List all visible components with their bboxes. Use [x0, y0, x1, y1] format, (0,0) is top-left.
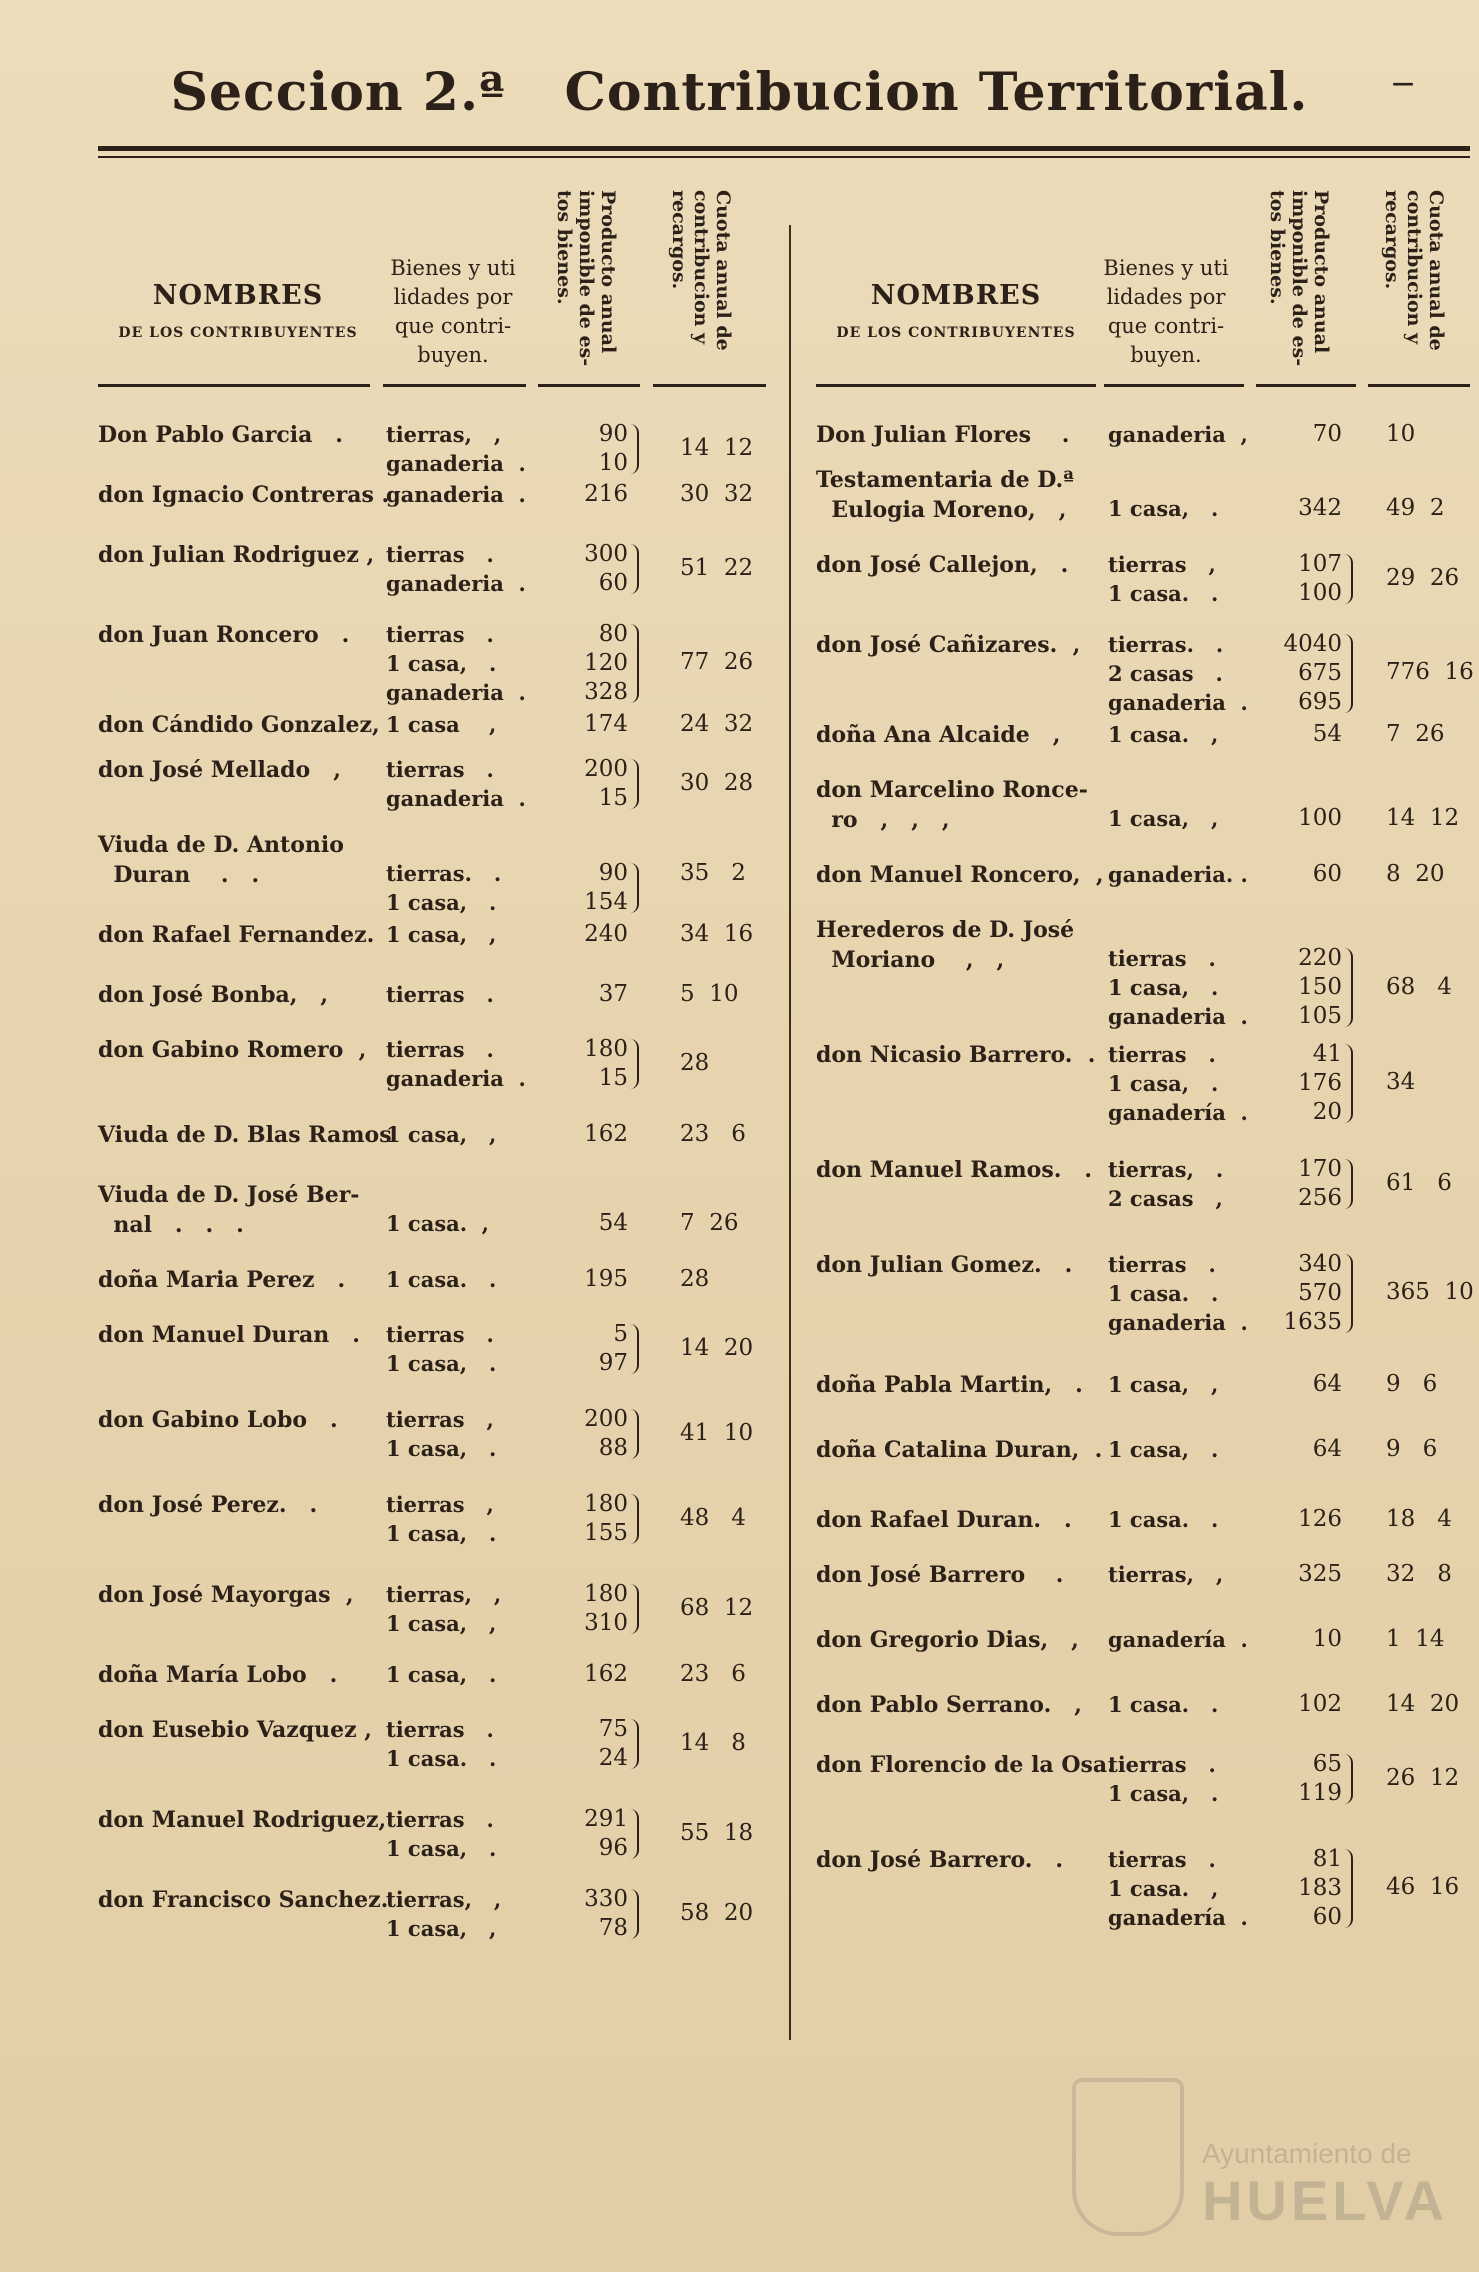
producto-value: 60 — [1312, 861, 1342, 887]
producto-value: 310 — [584, 1610, 628, 1636]
contributor-name: doña Pabla Martin, . — [816, 1372, 1083, 1398]
cuota-value: 7 26 — [1386, 721, 1445, 747]
bienes-entry: tierras, , — [1108, 1562, 1224, 1587]
section-title: Contribucion Territorial. — [564, 62, 1309, 123]
producto-value: 180 — [584, 1036, 628, 1062]
header-bienes-right: Bienes y uti lidades por que contri- buyen. — [1103, 256, 1229, 367]
brace-mark — [630, 1719, 639, 1769]
bienes-entry: 1 casa , — [386, 712, 497, 737]
bienes-entry: ganaderia . — [386, 451, 526, 476]
producto-value: 340 — [1298, 1251, 1342, 1277]
producto-value: 96 — [598, 1835, 628, 1861]
bienes-entry: 1 casa, , — [386, 1122, 497, 1147]
producto-value: 176 — [1298, 1070, 1342, 1096]
bienes-entry: 1 casa. . — [1108, 1692, 1219, 1717]
contributor-name: don Rafael Fernandez. — [98, 922, 375, 948]
bienes-entry: tierras. . — [1108, 632, 1224, 657]
bienes-entry: tierras . — [1108, 1042, 1216, 1067]
bienes-entry: ganadería . — [1108, 1100, 1248, 1125]
cuota-value: 46 16 — [1386, 1874, 1460, 1900]
cuota-value: 7 26 — [680, 1210, 739, 1236]
contributor-name: doña Maria Perez . — [98, 1267, 346, 1293]
header-names — [98, 280, 378, 341]
bienes-entry: 1 casa, . — [386, 1436, 497, 1461]
header-names-small-right: DE LOS CONTRIBUYENTES — [836, 325, 1076, 341]
producto-value: 256 — [1298, 1185, 1342, 1211]
cuota-value: 10 — [1386, 421, 1416, 447]
producto-value: 200 — [584, 1406, 628, 1432]
header-rule-names — [98, 384, 370, 387]
contributor-name: don José Mayorgas , — [98, 1582, 354, 1608]
producto-value: 291 — [584, 1806, 628, 1832]
producto-value: 10 — [598, 450, 628, 476]
bienes-entry: tierras, , — [386, 422, 502, 447]
cuota-value: 28 — [680, 1266, 710, 1292]
cuota-value: 41 10 — [680, 1420, 754, 1446]
header-rule-names-right — [816, 384, 1096, 387]
bienes-entry: 1 casa, . — [1108, 1437, 1219, 1462]
contributor-name: Viuda de D. Antonio Duran . . — [98, 832, 344, 888]
bienes-entry: 1 casa, , — [386, 1611, 497, 1636]
producto-value: 54 — [598, 1210, 628, 1236]
brace-mark — [1344, 1044, 1353, 1123]
left-table — [98, 170, 766, 1941]
producto-value: 20 — [1312, 1099, 1342, 1125]
producto-value: 155 — [584, 1520, 628, 1546]
contributor-name: doña María Lobo . — [98, 1662, 338, 1688]
cuota-value: 30 32 — [680, 481, 754, 507]
cuota-value: 26 12 — [1386, 1765, 1460, 1791]
bienes-entry: tierras . — [386, 1322, 494, 1347]
cuota-value: 776 16 — [1386, 659, 1474, 685]
producto-value: 88 — [598, 1435, 628, 1461]
header-names-big: NOMBRES — [152, 280, 324, 311]
bienes-entry: ganadería . — [1108, 1627, 1248, 1652]
bienes-entry: tierras . — [386, 1037, 494, 1062]
producto-value: 154 — [584, 889, 628, 915]
bienes-entry: 1 casa, . — [386, 1351, 497, 1376]
producto-value: 220 — [1298, 945, 1342, 971]
brace-mark — [630, 624, 639, 703]
bienes-entry: ganaderia. . — [1108, 862, 1248, 887]
header-rule-bienes — [383, 384, 526, 387]
bienes-entry: 1 casa, , — [1108, 806, 1219, 831]
contributor-name: Herederos de D. José Moriano , , — [816, 917, 1075, 973]
contributor-name: don Gabino Romero , — [98, 1037, 367, 1063]
contributor-name: don Manuel Ramos. . — [816, 1157, 1092, 1183]
bienes-entry: 1 casa. . — [1108, 581, 1219, 606]
bienes-entry: 1 casa, . — [386, 1662, 497, 1687]
bienes-entry: tierras . — [386, 1717, 494, 1742]
bienes-entry: tierras . — [386, 982, 494, 1007]
cuota-value: 23 6 — [680, 1121, 746, 1147]
producto-value: 126 — [1298, 1506, 1342, 1532]
brace-mark — [1344, 1254, 1353, 1333]
bienes-entry: ganaderia . — [386, 482, 526, 507]
producto-value: 330 — [584, 1886, 628, 1912]
bienes-entry: 1 casa, , — [386, 922, 497, 947]
producto-value: 5 — [613, 1321, 628, 1347]
bienes-entry: ganaderia . — [386, 571, 526, 596]
bienes-entry: 1 casa, , — [1108, 1372, 1219, 1397]
contributor-name: don José Bonba, , — [98, 982, 329, 1008]
contributor-name: doña Ana Alcaide , — [816, 722, 1061, 748]
contributor-name: don José Cañizares. , — [816, 632, 1081, 658]
cuota-value: 32 8 — [1386, 1561, 1452, 1587]
bienes-entry: tierras , — [386, 1407, 494, 1432]
brace-mark — [1344, 1849, 1353, 1928]
contributor-name: don Gabino Lobo . — [98, 1407, 338, 1433]
contributor-name: don Francisco Sanchez. — [98, 1887, 389, 1913]
producto-value: 150 — [1298, 974, 1342, 1000]
bienes-entry: 1 casa, . — [1108, 975, 1219, 1000]
contributor-name: don Manuel Roncero, , — [816, 862, 1104, 888]
producto-value: 100 — [1298, 580, 1342, 606]
brace-mark — [630, 1409, 639, 1459]
cuota-value: 365 10 — [1386, 1279, 1474, 1305]
cuota-value: 8 20 — [1386, 861, 1445, 887]
producto-value: 325 — [1298, 1561, 1342, 1587]
producto-value: 64 — [1312, 1371, 1342, 1397]
bienes-entry: tierras, . — [1108, 1157, 1224, 1182]
bienes-entry: 1 casa. . — [1108, 1281, 1219, 1306]
bienes-entry: tierras . — [1108, 1847, 1216, 1872]
brace-mark — [630, 1324, 639, 1374]
contributor-name: don Nicasio Barrero. . — [816, 1042, 1096, 1068]
producto-value: 695 — [1298, 689, 1342, 715]
bienes-entry: tierras . — [386, 1807, 494, 1832]
bienes-entry: 2 casas . — [1108, 661, 1223, 686]
bienes-entry: ganaderia . — [386, 680, 526, 705]
producto-value: 180 — [584, 1581, 628, 1607]
producto-value: 119 — [1298, 1780, 1342, 1806]
table-header-right — [816, 170, 1470, 380]
header-names-big-right: NOMBRES — [870, 280, 1042, 311]
cuota-value: 30 28 — [680, 770, 754, 796]
bienes-entry: tierras . — [386, 542, 494, 567]
producto-value: 4040 — [1283, 631, 1342, 657]
crest-icon — [1072, 2078, 1184, 2236]
producto-value: 80 — [598, 621, 628, 647]
cuota-value: 14 20 — [680, 1335, 754, 1361]
watermark-logo — [1062, 2068, 1462, 2258]
cuota-value: 49 2 — [1386, 495, 1445, 521]
bienes-entry: tierras , — [1108, 552, 1216, 577]
producto-value: 75 — [598, 1716, 628, 1742]
producto-value: 90 — [598, 860, 628, 886]
cuota-value: 48 4 — [680, 1505, 746, 1531]
producto-value: 216 — [584, 481, 628, 507]
bienes-entry: tierras, , — [386, 1582, 502, 1607]
contributor-name: Don Julian Flores . — [816, 422, 1070, 448]
bienes-entry: ganaderia . — [1108, 1004, 1248, 1029]
header-rule-cuota-right — [1368, 384, 1470, 387]
contributor-name: don José Mellado , — [98, 757, 341, 783]
contributor-name: don Cándido Gonzalez, — [98, 712, 380, 738]
producto-value: 60 — [1312, 1904, 1342, 1930]
contributor-name: don Marcelino Ronce- ro , , , — [816, 777, 1088, 833]
header-rule-cuota — [653, 384, 766, 387]
contributor-name: don José Barrero . — [816, 1562, 1064, 1588]
cuota-value: 34 — [1386, 1069, 1416, 1095]
brace-mark — [630, 1584, 639, 1634]
producto-value: 107 — [1298, 551, 1342, 577]
bienes-entry: 1 casa, . — [1108, 496, 1219, 521]
brace-mark — [630, 1494, 639, 1544]
contributor-name: don Gregorio Dias, , — [816, 1627, 1079, 1653]
page-title — [0, 62, 1479, 123]
header-rule-producto-right — [1256, 384, 1356, 387]
bienes-entry: 1 casa, . — [386, 1836, 497, 1861]
cuota-value: 14 20 — [1386, 1691, 1460, 1717]
bienes-entry: ganaderia , — [1108, 422, 1248, 447]
brace-mark — [630, 759, 639, 809]
header-rule-producto — [538, 384, 640, 387]
brace-mark — [1344, 1754, 1353, 1804]
producto-value: 102 — [1298, 1691, 1342, 1717]
contributor-name: don Pablo Serrano. , — [816, 1692, 1082, 1718]
cuota-value: 58 20 — [680, 1900, 754, 1926]
producto-value: 195 — [584, 1266, 628, 1292]
producto-value: 100 — [1298, 805, 1342, 831]
bienes-entry: ganaderia . — [1108, 1310, 1248, 1335]
header-names-small: DE LOS CONTRIBUYENTES — [118, 325, 358, 341]
cuota-value: 9 6 — [1386, 1436, 1438, 1462]
contributor-name: don Eusebio Vazquez , — [98, 1717, 372, 1743]
brace-mark — [1344, 554, 1353, 604]
contributor-name: don Rafael Duran. . — [816, 1507, 1072, 1533]
column-divider — [789, 225, 791, 2040]
header-cuota: Cuota anual de contribucion y recargos. — [668, 190, 734, 351]
producto-value: 41 — [1312, 1041, 1342, 1067]
contributor-name: don Juan Roncero . — [98, 622, 350, 648]
producto-value: 24 — [598, 1745, 628, 1771]
producto-value: 97 — [598, 1350, 628, 1376]
cuota-value: 14 8 — [680, 1730, 746, 1756]
producto-value: 675 — [1298, 660, 1342, 686]
cuota-value: 68 4 — [1386, 974, 1452, 1000]
cuota-value: 14 12 — [1386, 805, 1460, 831]
bienes-entry: 1 casa. . — [1108, 1507, 1219, 1532]
bienes-entry: tierras . — [1108, 1752, 1216, 1777]
brace-mark — [1344, 634, 1353, 713]
header-rule-thin — [98, 156, 1470, 158]
contributor-name: don Manuel Rodriguez, — [98, 1807, 387, 1833]
bienes-entry: ganaderia . — [386, 1066, 526, 1091]
header-bienes: Bienes y uti lidades por que contri- buyen. — [390, 256, 516, 367]
bienes-entry: tierras . — [1108, 946, 1216, 971]
cuota-value: 35 2 — [680, 860, 746, 886]
bienes-entry: 1 casa, . — [1108, 1781, 1219, 1806]
cuota-value: 77 26 — [680, 649, 754, 675]
watermark-line2: HUELVA — [1202, 2169, 1448, 2232]
bienes-entry: 1 casa. , — [1108, 1876, 1219, 1901]
producto-value: 162 — [584, 1661, 628, 1687]
bienes-entry: 1 casa. . — [386, 1746, 497, 1771]
producto-value: 174 — [584, 711, 628, 737]
bienes-entry: 1 casa, . — [386, 890, 497, 915]
cuota-value: 9 6 — [1386, 1371, 1438, 1397]
contributor-name: Don Pablo Garcia . — [98, 422, 343, 448]
producto-value: 200 — [584, 756, 628, 782]
cuota-value: 29 26 — [1386, 565, 1460, 591]
contributor-name: Testamentaria de D.ª Eulogia Moreno, , — [816, 467, 1074, 523]
cuota-value: 14 12 — [680, 435, 754, 461]
producto-value: 180 — [584, 1491, 628, 1517]
producto-value: 342 — [1298, 495, 1342, 521]
cuota-value: 5 10 — [680, 981, 739, 1007]
cuota-value: 18 4 — [1386, 1506, 1452, 1532]
bienes-entry: tierras . — [386, 622, 494, 647]
bienes-entry: ganadería . — [1108, 1905, 1248, 1930]
contributor-name: don Manuel Duran . — [98, 1322, 360, 1348]
cuota-value: 51 22 — [680, 555, 754, 581]
producto-value: 570 — [1298, 1280, 1342, 1306]
contributor-name: don Julian Gomez. . — [816, 1252, 1073, 1278]
bienes-entry: 1 casa, . — [1108, 1071, 1219, 1096]
brace-mark — [630, 544, 639, 594]
producto-value: 183 — [1298, 1875, 1342, 1901]
producto-value: 70 — [1312, 421, 1342, 447]
contributor-name: don Florencio de la Osa. — [816, 1752, 1115, 1778]
producto-value: 10 — [1312, 1626, 1342, 1652]
producto-value: 120 — [584, 650, 628, 676]
bienes-entry: tierras. . — [386, 861, 502, 886]
producto-value: 90 — [598, 421, 628, 447]
corner-mark: — — [1392, 70, 1414, 96]
producto-value: 162 — [584, 1121, 628, 1147]
producto-value: 15 — [598, 785, 628, 811]
cuota-value: 34 16 — [680, 921, 754, 947]
contributor-name: Viuda de D. José Ber- nal . . . — [98, 1182, 360, 1238]
contributor-name: don Ignacio Contreras . — [98, 482, 390, 508]
bienes-entry: 1 casa. . — [386, 1267, 497, 1292]
brace-mark — [630, 863, 639, 913]
producto-value: 65 — [1312, 1751, 1342, 1777]
bienes-entry: tierras , — [386, 1492, 494, 1517]
cuota-value: 68 12 — [680, 1595, 754, 1621]
brace-mark — [630, 1809, 639, 1859]
bienes-entry: 1 casa, , — [386, 1916, 497, 1941]
producto-value: 170 — [1298, 1156, 1342, 1182]
cuota-value: 61 6 — [1386, 1170, 1452, 1196]
cuota-value: 23 6 — [680, 1661, 746, 1687]
brace-mark — [1344, 948, 1353, 1027]
brace-mark — [630, 1889, 639, 1939]
bienes-entry: 2 casas , — [1108, 1186, 1223, 1211]
header-rule — [98, 146, 1470, 151]
cuota-value: 28 — [680, 1050, 710, 1076]
producto-value: 60 — [598, 570, 628, 596]
contributor-name: don José Callejon, . — [816, 552, 1069, 578]
header-producto-right: Producto anual imponible de es- tos bienes. — [1266, 190, 1332, 367]
header-rule-bienes-right — [1104, 384, 1244, 387]
bienes-entry: 1 casa, . — [386, 1521, 497, 1546]
bienes-entry: ganaderia . — [386, 786, 526, 811]
contributor-name: don Julian Rodriguez , — [98, 542, 375, 568]
contributor-name: doña Catalina Duran, . — [816, 1437, 1103, 1463]
contributor-name: don José Barrero. . — [816, 1847, 1064, 1873]
header-names-right — [816, 280, 1096, 341]
brace-mark — [630, 424, 639, 474]
producto-value: 64 — [1312, 1436, 1342, 1462]
header-cuota-right: Cuota anual de contribucion y recargos. — [1381, 190, 1447, 351]
cuota-value: 55 18 — [680, 1820, 754, 1846]
brace-mark — [1344, 1159, 1353, 1209]
producto-value: 328 — [584, 679, 628, 705]
bienes-entry: 1 casa. , — [1108, 722, 1219, 747]
producto-value: 300 — [584, 541, 628, 567]
cuota-value: 24 32 — [680, 711, 754, 737]
watermark-line1: Ayuntamiento de — [1202, 2138, 1412, 2169]
bienes-entry: tierras . — [386, 757, 494, 782]
bienes-entry: 1 casa, . — [386, 651, 497, 676]
header-producto: Producto anual imponible de es- tos bienes. — [553, 190, 619, 367]
cuota-value: 1 14 — [1386, 1626, 1445, 1652]
producto-value: 1635 — [1283, 1309, 1342, 1335]
bienes-entry: 1 casa. , — [386, 1211, 489, 1236]
bienes-entry: ganaderia . — [1108, 690, 1248, 715]
producto-value: 240 — [584, 921, 628, 947]
contributor-name: Viuda de D. Blas Ramos — [98, 1122, 392, 1148]
producto-value: 105 — [1298, 1003, 1342, 1029]
table-header — [98, 170, 766, 380]
bienes-entry: tierras . — [1108, 1252, 1216, 1277]
producto-value: 15 — [598, 1065, 628, 1091]
bienes-entry: tierras, , — [386, 1887, 502, 1912]
producto-value: 78 — [598, 1915, 628, 1941]
right-table — [816, 170, 1474, 1930]
producto-value: 81 — [1312, 1846, 1342, 1872]
producto-value: 37 — [598, 981, 628, 1007]
section-label: Seccion 2.ª — [170, 62, 506, 123]
contributor-name: don José Perez. . — [98, 1492, 318, 1518]
producto-value: 54 — [1312, 721, 1342, 747]
brace-mark — [630, 1039, 639, 1089]
